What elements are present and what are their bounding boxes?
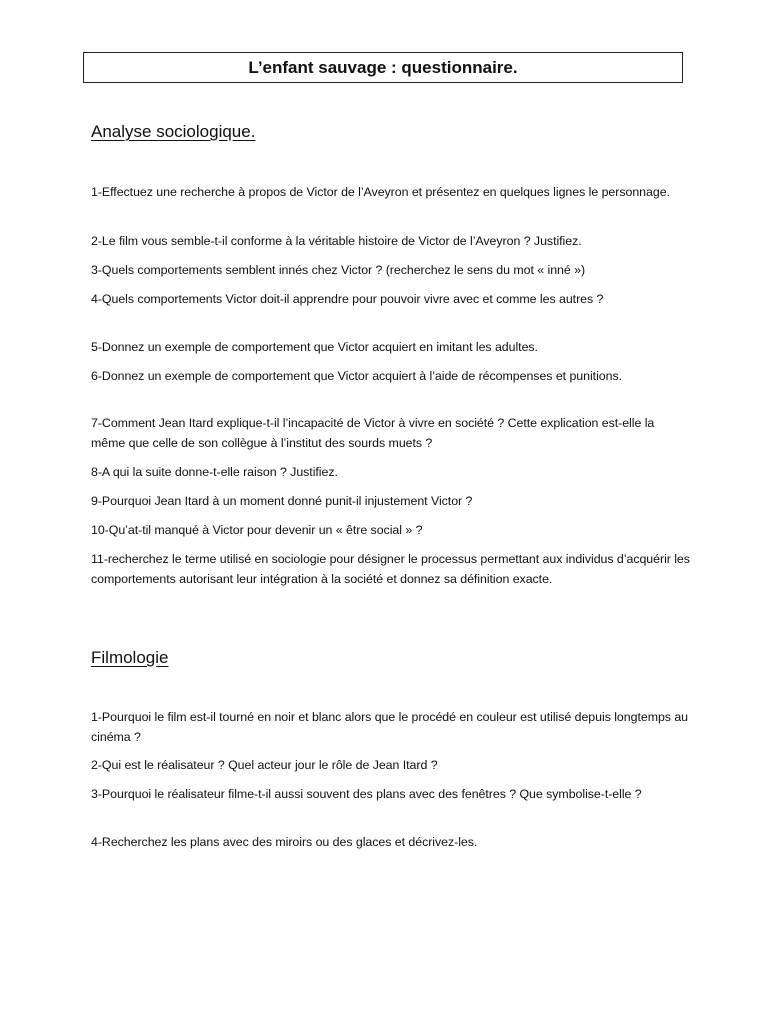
- question-analyse-3: 3-Quels comportements semblent innés chez Victor ? (recherchez le sens du mot « inné »): [91, 263, 586, 277]
- question-analyse-5: 5-Donnez un exemple de comportement que Victor acquiert en imitant les adultes.: [91, 340, 538, 354]
- question-analyse-4: 4-Quels comportements Victor doit-il apprendre pour pouvoir vivre avec et comme les autres ?: [91, 292, 604, 306]
- question-filmologie-2: 2-Qui est le réalisateur ? Quel acteur jour le rôle de Jean Itard ?: [91, 758, 438, 772]
- title-box: [83, 52, 683, 83]
- section-heading-filmologie: Filmologie: [91, 648, 169, 667]
- question-analyse-9: 9-Pourquoi Jean Itard à un moment donné punit-il injustement Victor ?: [91, 494, 473, 508]
- question-analyse-1: 1-Effectuez une recherche à propos de Victor de l’Aveyron et présentez en quelques lignes le personnage.: [91, 185, 670, 199]
- question-analyse-8: 8-A qui la suite donne-t-elle raison ? Justifiez.: [91, 465, 338, 479]
- document-title: L’enfant sauvage : questionnaire.: [248, 57, 518, 77]
- question-analyse-6: 6-Donnez un exemple de comportement que Victor acquiert à l’aide de récompenses et punitions.: [91, 369, 622, 383]
- question-filmologie-3: 3-Pourquoi le réalisateur filme-t-il aussi souvent des plans avec des fenêtres ? Que symbolise-t-elle ?: [91, 787, 642, 801]
- question-filmologie-4: 4-Recherchez les plans avec des miroirs ou des glaces et décrivez-les.: [91, 835, 478, 849]
- question-filmologie-1: 1-Pourquoi le film est-il tourné en noir et blanc alors que le procédé en couleur est utilisé depuis longtemps au cinéma ?: [91, 710, 689, 744]
- question-analyse-2: 2-Le film vous semble-t-il conforme à la véritable histoire de Victor de l’Aveyron ? Justifiez.: [91, 234, 582, 248]
- question-analyse-7: 7-Comment Jean Itard explique-t-il l’incapacité de Victor à vivre en société ? Cette explication est-elle la même que celle de son collègue à l’institut des sourds muets ?: [91, 416, 655, 450]
- question-analyse-11: 11-recherchez le terme utilisé en sociologie pour désigner le processus permettant aux individus d’acquérir les comportements autorisant leur intégration à la société et donnez sa définition exacte.: [91, 552, 690, 586]
- question-analyse-10: 10-Qu’at-til manqué à Victor pour devenir un « être social » ?: [91, 523, 423, 537]
- section-heading-analyse: Analyse sociologique.: [91, 122, 256, 141]
